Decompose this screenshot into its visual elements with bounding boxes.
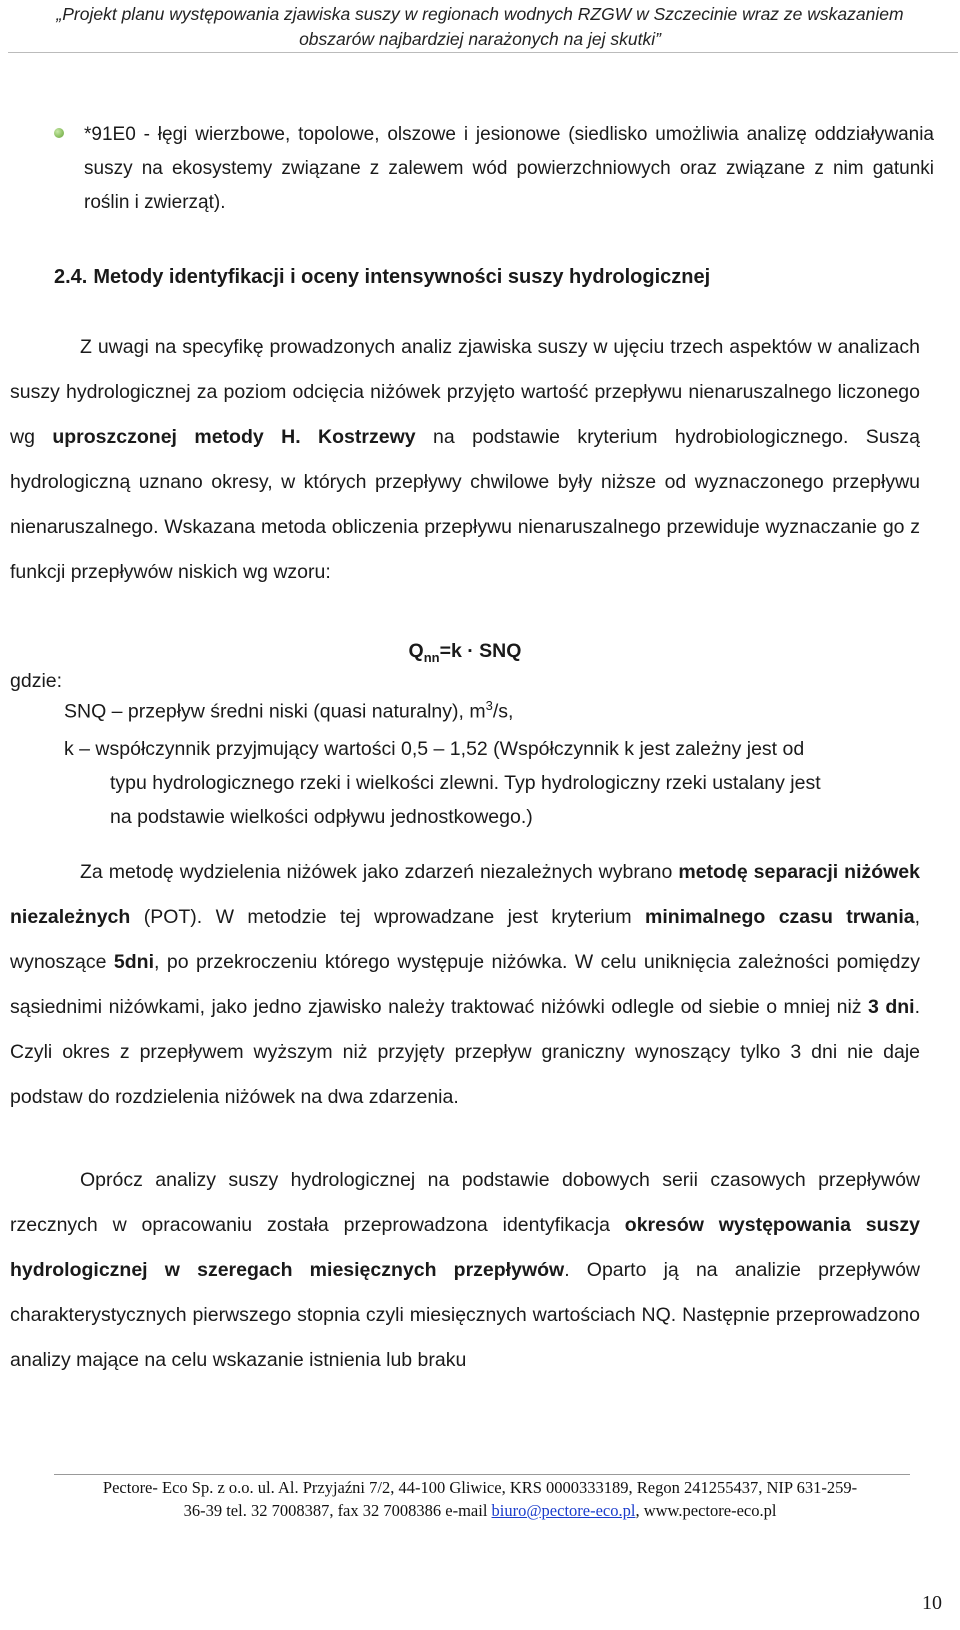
paragraph-text: . Czyli okres z przepływem wyższym niż przyjęty przepływ graniczny wynoszący tylko 3 dni nie daje podstaw do rozdzielenia niżówek na dwa zdarzenia.	[10, 996, 920, 1108]
paragraph-text: . Oparto ją na analizie przepływów charakterystycznych pierwszego stopnia czyli miesięcznych wartościach NQ. Następnie przeprowadzono analizy mające na celu wskazanie istnienia lub braku	[10, 1259, 920, 1371]
page-footer	[40, 1476, 920, 1522]
bullet-icon	[54, 128, 64, 138]
habitat-bullet-item	[54, 118, 934, 220]
page-number: 10	[922, 1592, 942, 1614]
definition-text: SNQ – przepływ średni niski (quasi naturalny), m	[64, 700, 486, 723]
paragraph-bold-text: minimalnego czasu trwania	[645, 906, 915, 928]
definition-superscript: 3	[485, 698, 493, 713]
formula	[0, 640, 930, 665]
paragraph-text: (POT). W metodzie tej wprowadzane jest kryterium	[130, 906, 646, 928]
definition-text: /s,	[492, 700, 514, 723]
paragraph-text: Za metodę wydzielenia niżówek jako zdarzeń niezależnych wybrano	[80, 861, 679, 883]
header-line-2: obszarów najbardziej narażonych na jej skutki”	[299, 29, 661, 49]
paragraph-bold-text: okresów występowania suszy hydrologicznej w szeregach miesięcznych przepływów	[10, 1214, 920, 1281]
running-header	[0, 2, 960, 52]
paragraph-bold-text: 3 dni	[868, 996, 915, 1018]
footer-line-2	[40, 1499, 920, 1522]
section-number: 2.4.	[54, 266, 88, 288]
definition-text: na podstawie wielkości odpływu jednostkowego.)	[110, 806, 533, 828]
where-label: gdzie:	[10, 670, 63, 692]
paragraph-bold-text: 5dni	[113, 951, 155, 973]
formula-rest: =k · SNQ	[439, 640, 522, 662]
paragraph-text: , po przekroczeniu którego występuje niżówka. W celu uniknięcia zależności pomiędzy sąsiednimi niżówkami, jako jedno zjawisko należy traktować niżówki odlegle od siebie o mniej niż	[10, 951, 920, 1018]
header-line-1: „Projekt planu występowania zjawiska suszy w regionach wodnych RZGW w Szczecinie wraz ze wskazaniem	[56, 4, 904, 24]
definition-k	[64, 732, 914, 834]
footer-line-1: Pectore- Eco Sp. z o.o. ul. Al. Przyjaźni 7/2, 44-100 Gliwice, KRS 0000333189, Regon 241255437, NIP 631-259-	[102, 1478, 858, 1497]
email-link[interactable]: biuro@pectore-eco.pl	[491, 1501, 636, 1520]
paragraph-text: na podstawie kryterium hydrobiologicznego. Suszą hydrologiczną uznano okresy, w których przepływy chwilowe były niższe od wyznaczonego przepływu nienaruszalnego. Wskazana metoda obliczenia przepływu nienaruszalnego przewiduje wyznaczanie go z funkcji przepływów niskich wg wzoru:	[10, 426, 920, 583]
formula-subscript: nn	[423, 649, 440, 665]
definition-snq	[64, 698, 513, 724]
section-heading	[54, 266, 710, 289]
bullet-text: *91E0 - łęgi wierzbowe, topolowe, olszowe i jesionowe (siedlisko umożliwia analizę oddziaływania suszy na ekosystemy związane z zalewem wód powierzchniowych oraz związane z nim gatunki roślin i zwierząt).	[84, 124, 934, 213]
paragraph-text: , wynoszące	[10, 906, 921, 973]
definition-text: k – współczynnik przyjmujący wartości 0,5 – 1,52 (Współczynnik k jest zależny jest od	[64, 738, 805, 760]
paragraph-text: Z uwagi na specyfikę prowadzonych analiz zjawiska suszy w ujęciu trzech aspektów w analizach suszy hydrologicznej za poziom odcięcia niżówek przyjęto wartość przepływu nienaruszalnego liczonego wg	[10, 336, 920, 448]
formula-q: Q	[408, 640, 424, 662]
definition-text: typu hydrologicznego rzeki i wielkości zlewni. Typ hydrologiczny rzeki ustalany jest	[110, 772, 821, 794]
paragraph-pot-method	[10, 850, 920, 1120]
paragraph-text: Oprócz analizy suszy hydrologicznej na podstawie dobowych serii czasowych przepływów rzecznych w opracowaniu została przeprowadzona identyfikacja	[10, 1169, 920, 1236]
footer-website-text: , www.pectore-eco.pl	[635, 1501, 777, 1520]
footer-contact-text: 36-39 tel. 32 7008387, fax 32 7008386 e-mail	[183, 1501, 492, 1520]
paragraph-bold-text: uproszczonej metody H. Kostrzewy	[52, 426, 416, 448]
footer-divider	[54, 1474, 910, 1475]
section-title: Metody identyfikacji i oceny intensywności suszy hydrologicznej	[93, 266, 711, 288]
paragraph-method	[10, 325, 920, 595]
paragraph-monthly-analysis	[10, 1158, 920, 1383]
paragraph-bold-text: metodę separacji niżówek niezależnych	[10, 861, 921, 928]
header-divider	[8, 52, 958, 53]
